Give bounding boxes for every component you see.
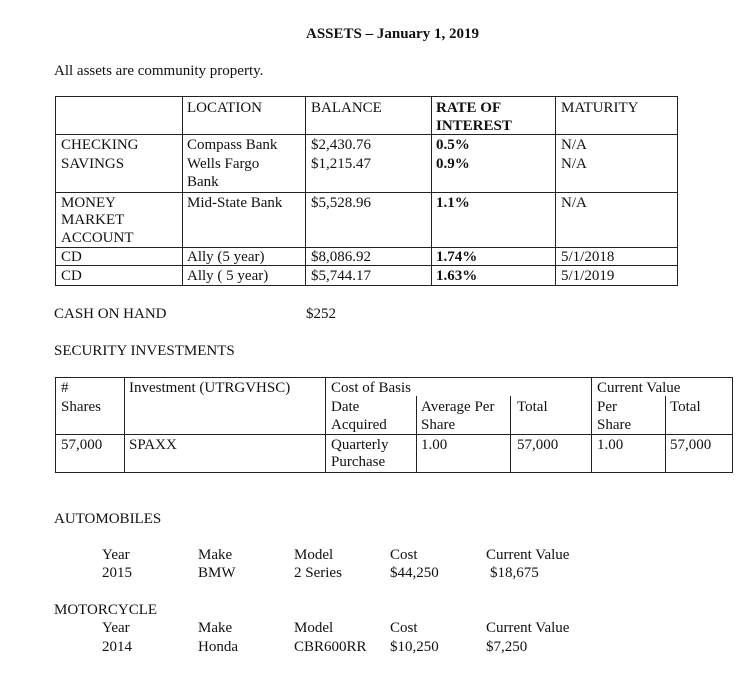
row-location: Wells Fargo — [187, 156, 260, 172]
row-date: Quarterly — [331, 437, 389, 453]
row-balance: $5,528.96 — [311, 195, 371, 211]
row-balance: $8,086.92 — [311, 249, 371, 265]
row-investment: SPAXX — [129, 437, 177, 453]
auto-model-label: Model — [294, 547, 334, 563]
header-balance: BALANCE — [311, 100, 382, 116]
automobiles-heading: AUTOMOBILES — [54, 511, 162, 527]
header-cv-total: Total — [670, 399, 701, 415]
header-per-share: Per — [597, 399, 617, 415]
row-maturity: N/A — [561, 195, 587, 211]
auto-make-value: BMW — [198, 565, 236, 581]
moto-current-value: $7,250 — [486, 639, 528, 655]
moto-model-label: Model — [294, 620, 334, 636]
row-type: CD — [61, 268, 82, 284]
cash-on-hand-value: $252 — [306, 306, 336, 322]
row-maturity: N/A — [561, 137, 587, 153]
row-location: Ally (5 year) — [187, 249, 265, 265]
auto-current-value: $18,675 — [490, 565, 539, 581]
row-maturity: 5/1/2018 — [561, 249, 615, 265]
header-rate-1: RATE OF — [436, 100, 502, 116]
moto-year-value: 2014 — [102, 639, 132, 655]
header-cost-basis: Cost of Basis — [331, 380, 412, 396]
moto-model-value: CBR600RR — [294, 639, 367, 655]
header-maturity: MATURITY — [561, 100, 639, 116]
motorcycle-heading: MOTORCYCLE — [54, 602, 158, 618]
auto-year-label: Year — [102, 547, 130, 563]
header-avg-per-share-cont: Share — [421, 417, 456, 433]
auto-current-value-label: Current Value — [486, 547, 570, 563]
moto-make-value: Honda — [198, 639, 238, 655]
row-type: CD — [61, 249, 82, 265]
row-maturity: N/A — [561, 156, 587, 172]
moto-year-label: Year — [102, 620, 130, 636]
header-rate-2: INTEREST — [436, 118, 512, 134]
row-type: CHECKING — [61, 137, 139, 153]
moto-cost-label: Cost — [390, 620, 418, 636]
row-rate: 0.9% — [436, 156, 470, 172]
page-title: ASSETS – January 1, 2019 — [306, 26, 479, 42]
header-date-acquired: Date — [331, 399, 360, 415]
cash-on-hand-label: CASH ON HAND — [54, 306, 167, 322]
row-balance: $5,744.17 — [311, 268, 371, 284]
row-cv-total: 57,000 — [670, 437, 712, 453]
moto-make-label: Make — [198, 620, 233, 636]
header-current-value: Current Value — [597, 380, 681, 396]
header-avg-per-share: Average Per — [421, 399, 495, 415]
row-maturity: 5/1/2019 — [561, 268, 615, 284]
row-location-cont: Bank — [187, 174, 219, 190]
moto-current-value-label: Current Value — [486, 620, 570, 636]
header-location: LOCATION — [187, 100, 262, 116]
row-location: Ally ( 5 year) — [187, 268, 269, 284]
row-location: Mid-State Bank — [187, 195, 283, 211]
row-rate: 0.5% — [436, 137, 470, 153]
community-property-note: All assets are community property. — [54, 63, 264, 79]
moto-cost-value: $10,250 — [390, 639, 439, 655]
auto-make-label: Make — [198, 547, 233, 563]
row-balance: $1,215.47 — [311, 156, 371, 172]
auto-model-value: 2 Series — [294, 565, 342, 581]
row-location: Compass Bank — [187, 137, 278, 153]
header-total: Total — [517, 399, 548, 415]
row-rate: 1.63% — [436, 268, 478, 284]
row-date-cont: Purchase — [331, 454, 386, 470]
auto-cost-value: $44,250 — [390, 565, 439, 581]
security-investments-heading: SECURITY INVESTMENTS — [54, 343, 235, 359]
header-date-acquired-cont: Acquired — [331, 417, 387, 433]
header-investment: Investment (UTRGVHSC) — [129, 380, 291, 396]
auto-cost-label: Cost — [390, 547, 418, 563]
header-per-share-cont: Share — [597, 417, 632, 433]
row-avg: 1.00 — [421, 437, 448, 453]
auto-year-value: 2015 — [102, 565, 132, 581]
header-shares: Shares — [61, 399, 101, 415]
row-per-share: 1.00 — [597, 437, 624, 453]
row-type-cont: MARKET — [61, 212, 125, 228]
row-total: 57,000 — [517, 437, 559, 453]
row-rate: 1.74% — [436, 249, 478, 265]
row-type-cont: ACCOUNT — [61, 230, 134, 246]
row-balance: $2,430.76 — [311, 137, 371, 153]
row-rate: 1.1% — [436, 195, 470, 211]
header-hash: # — [61, 380, 69, 396]
row-type: SAVINGS — [61, 156, 125, 172]
row-type: MONEY — [61, 195, 116, 211]
row-shares: 57,000 — [61, 437, 103, 453]
